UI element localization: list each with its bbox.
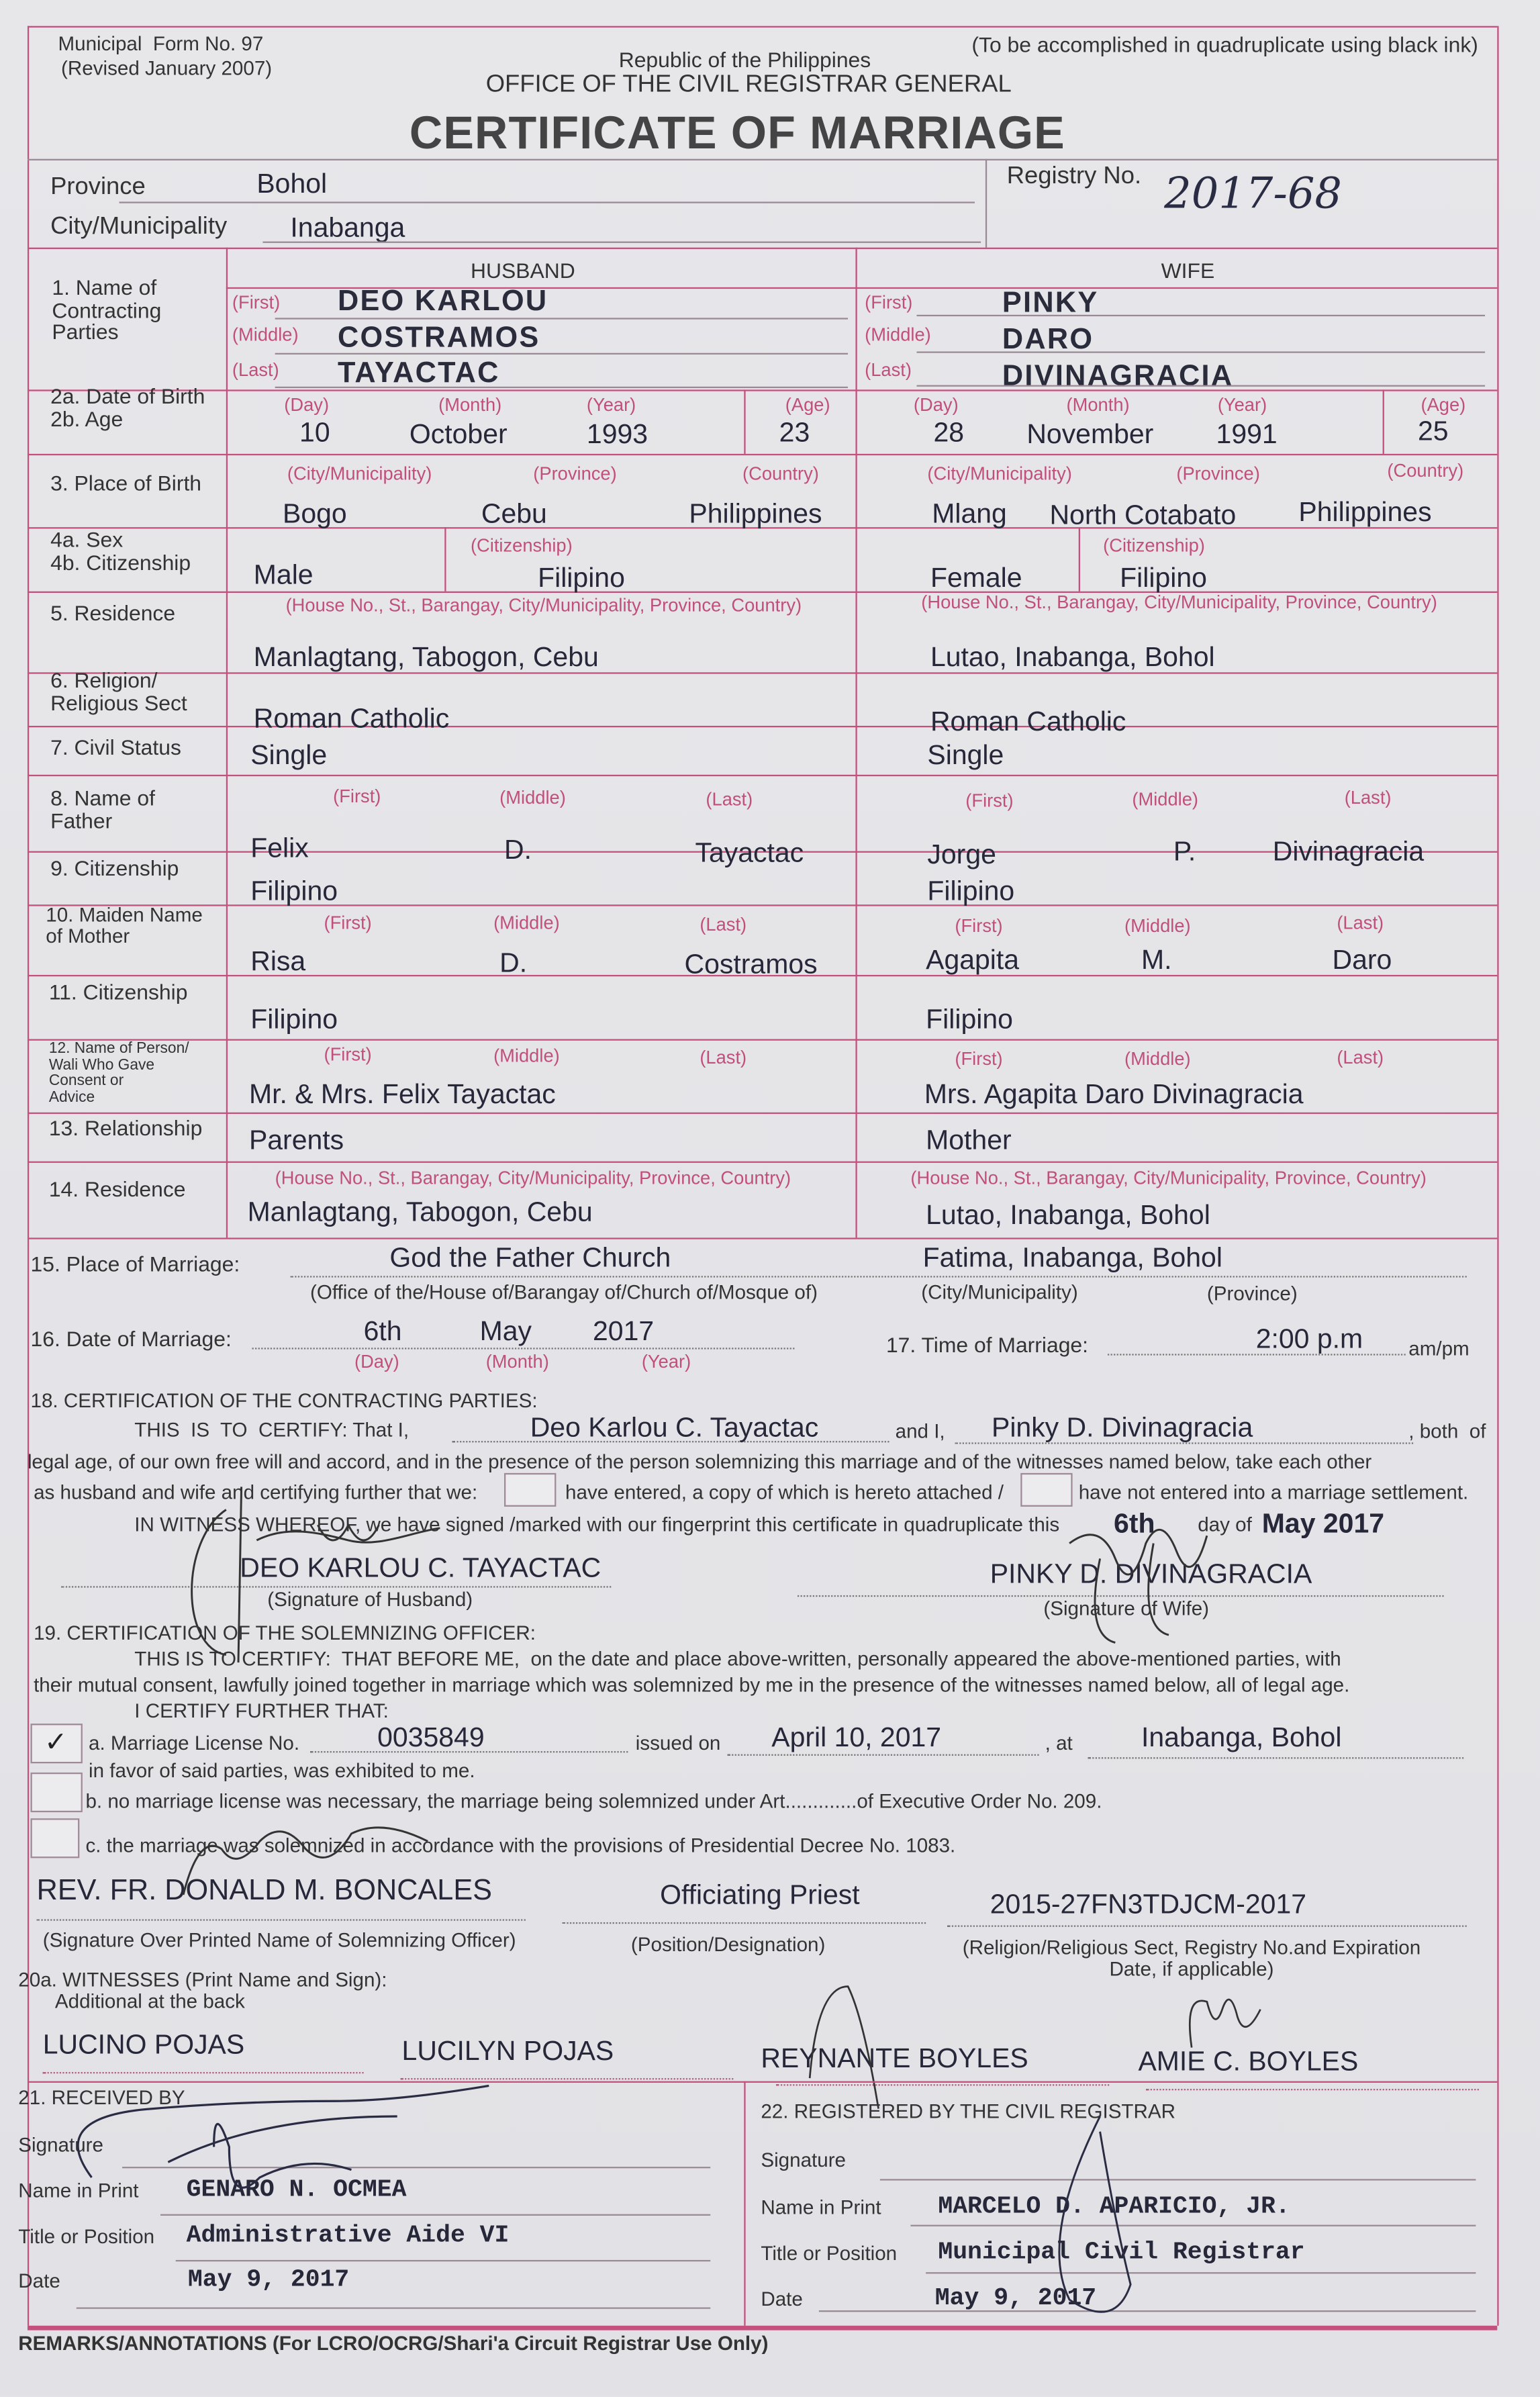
divider bbox=[119, 201, 975, 203]
witness-month-year: May 2017 bbox=[1261, 1508, 1385, 1539]
option-c-label: c. the marriage was solemnized in accordance with the provisions of Presidential Decree No. 1083. bbox=[85, 1833, 956, 1857]
husband-father-first: Felix bbox=[250, 833, 309, 863]
place-of-marriage-city: Fatima, Inabanga, Bohol bbox=[922, 1242, 1222, 1273]
wife-birth-province: North Cotabato bbox=[1049, 500, 1237, 530]
caption: (Middle) bbox=[1124, 1048, 1191, 1070]
husband-birth-month: October bbox=[409, 418, 508, 450]
husband-certifying-name: Deo Karlou C. Tayactac bbox=[530, 1411, 819, 1443]
page-title: CERTIFICATE OF MARRIAGE bbox=[409, 108, 1065, 159]
wife-age: 25 bbox=[1417, 416, 1449, 446]
remarks-heading: REMARKS/ANNOTATIONS (For LCRO/OCRG/Shari'a Circuit Registrar Use Only) bbox=[18, 2331, 769, 2355]
received-title-label: Title or Position bbox=[18, 2224, 155, 2248]
wife-birth-year: 1991 bbox=[1216, 418, 1278, 450]
divider bbox=[226, 248, 228, 1238]
caption: (Last) bbox=[1344, 787, 1392, 808]
caption: (Middle) bbox=[493, 1045, 560, 1067]
receiver-signature bbox=[31, 2085, 520, 2208]
cert18-and: and I, bbox=[895, 1419, 945, 1443]
cert18-text: have not entered into a marriage settlement. bbox=[1078, 1480, 1469, 1504]
form-line bbox=[1108, 1354, 1406, 1355]
husband-last-name: TAYACTAC bbox=[337, 357, 500, 390]
form-line bbox=[1146, 2089, 1479, 2090]
settlement-entered-checkbox[interactable] bbox=[504, 1473, 556, 1507]
form-line bbox=[926, 2272, 1476, 2273]
form-line bbox=[1079, 527, 1080, 592]
husband-birth-year: 1993 bbox=[586, 418, 648, 450]
caption: (Last) bbox=[700, 913, 747, 935]
wife-mother-last: Daro bbox=[1332, 944, 1392, 975]
form-line bbox=[275, 318, 848, 319]
officer-registry: 2015-27FN3TDJCM-2017 bbox=[990, 1888, 1307, 1920]
caption: (Middle) bbox=[865, 324, 931, 346]
husband-birth-province: Cebu bbox=[481, 498, 547, 529]
caption: (Age) bbox=[785, 394, 830, 416]
husband-father-citizenship: Filipino bbox=[250, 876, 338, 906]
place-of-marriage-label: 15. Place of Marriage: bbox=[30, 1251, 240, 1276]
time-of-marriage-label: 17. Time of Marriage: bbox=[885, 1332, 1089, 1357]
witnesses-label: 20a. WITNESSES (Print Name and Sign): bbox=[18, 1968, 387, 1991]
caption: (City/Municipality) bbox=[927, 463, 1072, 485]
cert18-intro: THIS IS TO CERTIFY: That I, bbox=[134, 1417, 410, 1442]
section-19-heading: 19. CERTIFICATION OF THE SOLEMNIZING OFFICER: bbox=[34, 1621, 536, 1644]
husband-birth-day: 10 bbox=[299, 417, 330, 448]
caption: (Position/Designation) bbox=[630, 1932, 826, 1957]
officer-signature bbox=[153, 1818, 459, 1910]
form-line bbox=[744, 2081, 745, 2326]
caption: (First) bbox=[955, 1048, 1003, 1070]
form-line bbox=[916, 351, 1485, 352]
cert19-text: their mutual consent, lawfully joined together in marriage which was solemnized by me in the presence of the witnesses named below, all of legal age. bbox=[34, 1673, 1350, 1697]
form-line bbox=[275, 353, 848, 355]
caption: (Signature of Wife) bbox=[1043, 1597, 1210, 1620]
check-icon: ✓ bbox=[44, 1726, 68, 1758]
caption: (Middle) bbox=[499, 787, 566, 808]
form-line bbox=[28, 2326, 1497, 2331]
province-value: Bohol bbox=[256, 168, 328, 199]
caption: (Last) bbox=[1337, 912, 1384, 934]
husband-first-name: DEO KARLOU bbox=[337, 285, 548, 318]
wife-column-header: WIFE bbox=[1161, 258, 1215, 283]
cert19-text: THIS IS TO CERTIFY: THAT BEFORE ME, on the date and place above-written, personally appeared the above-mentioned parties, with bbox=[134, 1647, 1341, 1671]
wife-birth-day: 28 bbox=[933, 417, 965, 448]
option-a-label: a. Marriage License No. bbox=[88, 1731, 300, 1754]
form-line bbox=[28, 775, 1497, 776]
husband-consent-residence: Manlagtang, Tabogon, Cebu bbox=[247, 1196, 593, 1227]
husband-citizenship: Filipino bbox=[538, 562, 625, 594]
wife-birth-month: November bbox=[1026, 418, 1154, 450]
wife-father-citizenship: Filipino bbox=[927, 876, 1015, 906]
divider bbox=[262, 242, 981, 243]
form-line bbox=[28, 1039, 1497, 1041]
cert18-text: as husband and wife and certifying further that we: bbox=[34, 1480, 478, 1504]
row-label-consent: 12. Name of Person/ Wali Who Gave Consent or Advice bbox=[48, 1040, 189, 1106]
cert18-day-of: day of bbox=[1198, 1513, 1252, 1536]
wife-certifying-name: Pinky D. Divinagracia bbox=[991, 1411, 1253, 1443]
husband-father-last: Tayactac bbox=[695, 837, 804, 868]
form-line bbox=[400, 2078, 733, 2079]
husband-birth-city: Bogo bbox=[283, 498, 347, 529]
row-label-name: 1. Name of Contracting Parties bbox=[52, 275, 162, 344]
cert19-further: I CERTIFY FURTHER THAT: bbox=[134, 1699, 389, 1722]
caption: (Province) bbox=[1176, 463, 1260, 485]
form-line bbox=[28, 672, 1497, 673]
form-line bbox=[275, 387, 848, 388]
form-line bbox=[28, 454, 1497, 455]
solemnizing-officer-name: REV. FR. DONALD M. BONCALES bbox=[36, 1875, 493, 1908]
caption: (Citizenship) bbox=[470, 534, 573, 557]
form-line bbox=[176, 2260, 711, 2261]
wife-birth-country: Philippines bbox=[1298, 496, 1432, 528]
option-a-text: in favor of said parties, was exhibited to me. bbox=[88, 1758, 475, 1782]
witnesses-sublabel: Additional at the back bbox=[54, 1989, 245, 2013]
caption: (Province) bbox=[533, 463, 617, 485]
form-line bbox=[290, 1276, 1466, 1277]
divider bbox=[28, 159, 1497, 160]
form-line bbox=[77, 2307, 710, 2308]
divider bbox=[855, 248, 857, 1238]
cert18-text: have entered, a copy of which is hereto attached / bbox=[565, 1480, 1004, 1504]
frame-top bbox=[28, 26, 1497, 28]
caption: (Religion/Religious Sect, Registry No.and Expiration Date, if applicable) bbox=[962, 1936, 1421, 1980]
caption: (Day) bbox=[913, 394, 959, 416]
city-label: City/Municipality bbox=[50, 214, 228, 240]
row-label-birth-date: 2a. Date of Birth 2b. Age bbox=[50, 383, 205, 431]
form-line bbox=[28, 1113, 1497, 1114]
caption: (Last) bbox=[700, 1046, 747, 1068]
husband-mother-first: Risa bbox=[250, 945, 306, 977]
caption: (Last) bbox=[865, 359, 912, 381]
wife-relationship: Mother bbox=[926, 1124, 1012, 1156]
husband-relationship: Parents bbox=[248, 1124, 344, 1156]
wife-consent-residence: Lutao, Inabanga, Bohol bbox=[926, 1199, 1210, 1231]
registered-signature-label: Signature bbox=[761, 2148, 847, 2171]
caption: (First) bbox=[324, 1043, 372, 1066]
wife-first-name: PINKY bbox=[1002, 287, 1099, 320]
caption: (Year) bbox=[586, 394, 636, 416]
caption: (Month) bbox=[485, 1350, 549, 1372]
husband-consent-name: Mr. & Mrs. Felix Tayactac bbox=[248, 1078, 556, 1110]
frame-right bbox=[1497, 26, 1498, 2326]
registrar-name: MARCELO D. APARICIO, JR. bbox=[938, 2192, 1290, 2220]
office-label: OFFICE OF THE CIVIL REGISTRAR GENERAL bbox=[485, 71, 1012, 98]
wife-sex: Female bbox=[930, 562, 1022, 594]
form-line bbox=[880, 2179, 1476, 2180]
form-line bbox=[1383, 389, 1384, 454]
received-name-label: Name in Print bbox=[18, 2179, 139, 2202]
husband-birth-country: Philippines bbox=[689, 498, 822, 529]
witness-name: LUCILYN POJAS bbox=[401, 2035, 614, 2066]
caption: (First) bbox=[324, 912, 372, 934]
row-label-civil-status: 7. Civil Status bbox=[50, 735, 181, 760]
wife-citizenship: Filipino bbox=[1120, 562, 1207, 594]
wife-printed-name: PINKY D. DIVINAGRACIA bbox=[990, 1558, 1312, 1589]
form-line bbox=[43, 2072, 364, 2073]
am-pm-label: am/pm bbox=[1408, 1337, 1470, 1360]
section-18-heading: 18. CERTIFICATION OF THE CONTRACTING PARTIES: bbox=[30, 1389, 538, 1412]
caption: (Middle) bbox=[232, 324, 299, 346]
city-value: Inabanga bbox=[290, 212, 405, 243]
caption: (City/Municipality) bbox=[921, 1280, 1078, 1304]
cert18-text: legal age, of our own free will and accord, and in the presence of the person solemnizing this marriage and of the witnesses named below, take each other bbox=[27, 1450, 1372, 1473]
form-line bbox=[28, 2081, 1497, 2083]
husband-age: 23 bbox=[779, 417, 810, 448]
wife-middle-name: DARO bbox=[1002, 324, 1094, 357]
row-label-father: 8. Name of Father bbox=[50, 785, 155, 833]
caption: (Middle) bbox=[493, 912, 560, 934]
settlement-not-entered-checkbox[interactable] bbox=[1020, 1473, 1072, 1507]
wife-residence: Lutao, Inabanga, Bohol bbox=[930, 641, 1215, 673]
marriage-month: May bbox=[479, 1315, 532, 1346]
wife-consent-name: Mrs. Agapita Daro Divinagracia bbox=[924, 1078, 1304, 1110]
caption: (Citizenship) bbox=[1103, 534, 1205, 557]
husband-mother-middle: D. bbox=[499, 947, 528, 978]
time-of-marriage: 2:00 p.m bbox=[1255, 1323, 1363, 1354]
form-line bbox=[562, 1922, 926, 1924]
wife-father-last: Divinagracia bbox=[1272, 835, 1425, 867]
form-line bbox=[28, 1162, 1497, 1163]
caption: (Day) bbox=[354, 1350, 399, 1372]
registered-date-label: Date bbox=[761, 2287, 803, 2311]
caption: (Last) bbox=[706, 788, 753, 810]
husband-middle-name: COSTRAMOS bbox=[337, 322, 540, 355]
received-signature-label: Signature bbox=[18, 2133, 103, 2157]
caption: (First) bbox=[232, 291, 281, 314]
caption: (Last) bbox=[232, 359, 279, 381]
form-line bbox=[160, 2214, 710, 2216]
caption: (House No., St., Barangay, City/Municipality, Province, Country) bbox=[285, 594, 802, 616]
license-issued-place: Inabanga, Bohol bbox=[1141, 1722, 1342, 1753]
husband-mother-last: Costramos bbox=[684, 949, 818, 980]
wife-civil-status: Single bbox=[927, 739, 1004, 771]
license-option-b-checkbox[interactable] bbox=[31, 1773, 83, 1812]
registrar-title: Municipal Civil Registrar bbox=[938, 2239, 1305, 2267]
cert18-witness: IN WITNESS WHEREOF, we have signed /marked with our fingerprint this certificate in quadruplicate this bbox=[134, 1513, 1060, 1536]
caption: (Age) bbox=[1421, 394, 1466, 416]
caption: (Middle) bbox=[1132, 788, 1199, 810]
caption: (House No., St., Barangay, City/Municipality, Province, Country) bbox=[921, 591, 1437, 613]
form-line bbox=[947, 1926, 1467, 1927]
caption: (Country) bbox=[742, 463, 819, 485]
caption: (Signature of Husband) bbox=[267, 1587, 473, 1611]
caption: (House No., St., Barangay, City/Municipality, Province, Country) bbox=[910, 1167, 1427, 1189]
witness-name: AMIE C. BOYLES bbox=[1138, 2046, 1359, 2077]
registered-title-label: Title or Position bbox=[761, 2241, 898, 2265]
option-b-label: b. no marriage license was necessary, the marriage being solemnized under Art.............of Executive Order No. 209. bbox=[85, 1789, 1102, 1813]
registered-name-label: Name in Print bbox=[761, 2196, 881, 2219]
caption: (Last) bbox=[1337, 1046, 1384, 1068]
marriage-day: 6th bbox=[363, 1315, 402, 1346]
row-label-consent-residence: 14. Residence bbox=[48, 1176, 186, 1201]
date-of-marriage-label: 16. Date of Marriage: bbox=[30, 1326, 232, 1351]
form-line bbox=[727, 1754, 1039, 1756]
place-of-marriage: God the Father Church bbox=[389, 1242, 671, 1273]
caption: (City/Municipality) bbox=[287, 463, 432, 485]
received-by-title: Administrative Aide VI bbox=[186, 2222, 510, 2249]
registered-by-heading: 22. REGISTERED BY THE CIVIL REGISTRAR bbox=[761, 2099, 1175, 2123]
witness-name: LUCINO POJAS bbox=[42, 2029, 245, 2060]
form-line bbox=[910, 2225, 1476, 2226]
form-line bbox=[28, 389, 1497, 391]
husband-sex: Male bbox=[253, 559, 314, 590]
form-line bbox=[28, 1237, 1497, 1239]
received-date-label: Date bbox=[18, 2269, 60, 2292]
witness-name: REYNANTE BOYLES bbox=[761, 2042, 1028, 2074]
form-line bbox=[310, 1751, 628, 1752]
row-label-religion: 6. Religion/ Religious Sect bbox=[50, 667, 187, 715]
divider bbox=[985, 159, 987, 248]
row-label-birth-place: 3. Place of Birth bbox=[50, 470, 202, 496]
caption: (First) bbox=[865, 291, 913, 314]
form-line bbox=[744, 389, 745, 454]
caption: (First) bbox=[333, 785, 381, 807]
republic-label: Republic of the Philippines bbox=[618, 47, 871, 72]
husband-residence: Manlagtang, Tabogon, Cebu bbox=[253, 641, 599, 673]
officer-position: Officiating Priest bbox=[660, 1879, 860, 1910]
wife-father-first: Jorge bbox=[927, 839, 996, 869]
husband-column-header: HUSBAND bbox=[470, 258, 575, 283]
issued-on-label: issued on bbox=[635, 1731, 721, 1754]
caption: (Year) bbox=[1217, 394, 1267, 416]
form-line bbox=[444, 527, 446, 592]
ink-instruction: (To be accomplished in quadruplicate using black ink) bbox=[971, 32, 1478, 57]
caption: (Year) bbox=[641, 1350, 691, 1372]
form-line bbox=[916, 385, 1485, 387]
caption: (Signature Over Printed Name of Solemnizing Officer) bbox=[42, 1928, 516, 1952]
form-line bbox=[28, 726, 1497, 727]
husband-father-middle: D. bbox=[504, 834, 532, 865]
marriage-year: 2017 bbox=[593, 1315, 655, 1346]
husband-mother-citizenship: Filipino bbox=[250, 1004, 338, 1035]
form-line bbox=[252, 1348, 795, 1349]
received-by-name: GENARO N. OCMEA bbox=[186, 2175, 407, 2204]
received-date: May 9, 2017 bbox=[187, 2266, 350, 2294]
wife-signature bbox=[1054, 1513, 1222, 1650]
registrar-date: May 9, 2017 bbox=[934, 2284, 1097, 2312]
row-label-father-citizenship: 9. Citizenship bbox=[50, 855, 179, 880]
form-number: Municipal Form No. 97 bbox=[58, 32, 264, 55]
license-issued-date: April 10, 2017 bbox=[771, 1722, 942, 1753]
witness-signature bbox=[779, 1956, 902, 2109]
caption: (First) bbox=[955, 915, 1003, 937]
province-label: Province bbox=[50, 174, 146, 201]
caption: (Province) bbox=[1206, 1282, 1298, 1305]
registry-number: 2017-68 bbox=[1164, 168, 1342, 219]
license-option-c-checkbox[interactable] bbox=[31, 1818, 80, 1858]
at-label: , at bbox=[1045, 1731, 1073, 1754]
row-label-relationship: 13. Relationship bbox=[48, 1115, 203, 1140]
registry-label: Registry No. bbox=[1006, 163, 1142, 190]
row-label-residence: 5. Residence bbox=[50, 600, 176, 625]
row-label-mother: 10. Maiden Name of Mother bbox=[46, 902, 203, 947]
husband-civil-status: Single bbox=[250, 739, 328, 771]
form-line bbox=[916, 315, 1485, 316]
wife-birth-city: Mlang bbox=[932, 498, 1007, 529]
form-line bbox=[1088, 1757, 1463, 1758]
wife-last-name: DIVINAGRACIA bbox=[1002, 361, 1234, 393]
caption: (Month) bbox=[1066, 394, 1130, 416]
husband-printed-name: DEO KARLOU C. TAYACTAC bbox=[240, 1552, 601, 1583]
form-line bbox=[28, 904, 1497, 906]
license-option-a-checkbox[interactable] bbox=[31, 1724, 83, 1763]
form-line bbox=[955, 1442, 1413, 1444]
wife-mother-first: Agapita bbox=[926, 944, 1020, 975]
witness-day: 6th bbox=[1114, 1508, 1155, 1539]
caption: (House No., St., Barangay, City/Municipality, Province, Country) bbox=[275, 1167, 791, 1189]
wife-mother-citizenship: Filipino bbox=[926, 1004, 1013, 1035]
divider bbox=[28, 248, 1497, 249]
form-revision: (Revised January 2007) bbox=[61, 56, 273, 80]
registrar-signature bbox=[1039, 2109, 1161, 2323]
caption: (Middle) bbox=[1124, 915, 1191, 937]
row-label-mother-citizenship: 11. Citizenship bbox=[48, 979, 188, 1004]
wife-mother-middle: M. bbox=[1141, 944, 1172, 975]
wife-religion: Roman Catholic bbox=[930, 706, 1126, 737]
caption: (Office of the/House of/Barangay of/Church of/Mosque of) bbox=[309, 1280, 818, 1304]
husband-religion: Roman Catholic bbox=[253, 702, 450, 734]
caption: (Country) bbox=[1387, 460, 1464, 481]
caption: (First) bbox=[965, 790, 1014, 812]
row-label-sex-citizenship: 4a. Sex 4b. Citizenship bbox=[50, 527, 191, 574]
wife-father-middle: P. bbox=[1173, 835, 1196, 867]
form-line bbox=[37, 1919, 526, 1920]
license-number: 0035849 bbox=[377, 1722, 485, 1753]
caption: (Month) bbox=[438, 394, 502, 416]
cert18-both: , both of bbox=[1408, 1419, 1486, 1443]
received-by-heading: 21. RECEIVED BY bbox=[18, 2085, 185, 2109]
caption: (Day) bbox=[284, 394, 330, 416]
witness-signature bbox=[1176, 1987, 1283, 2063]
